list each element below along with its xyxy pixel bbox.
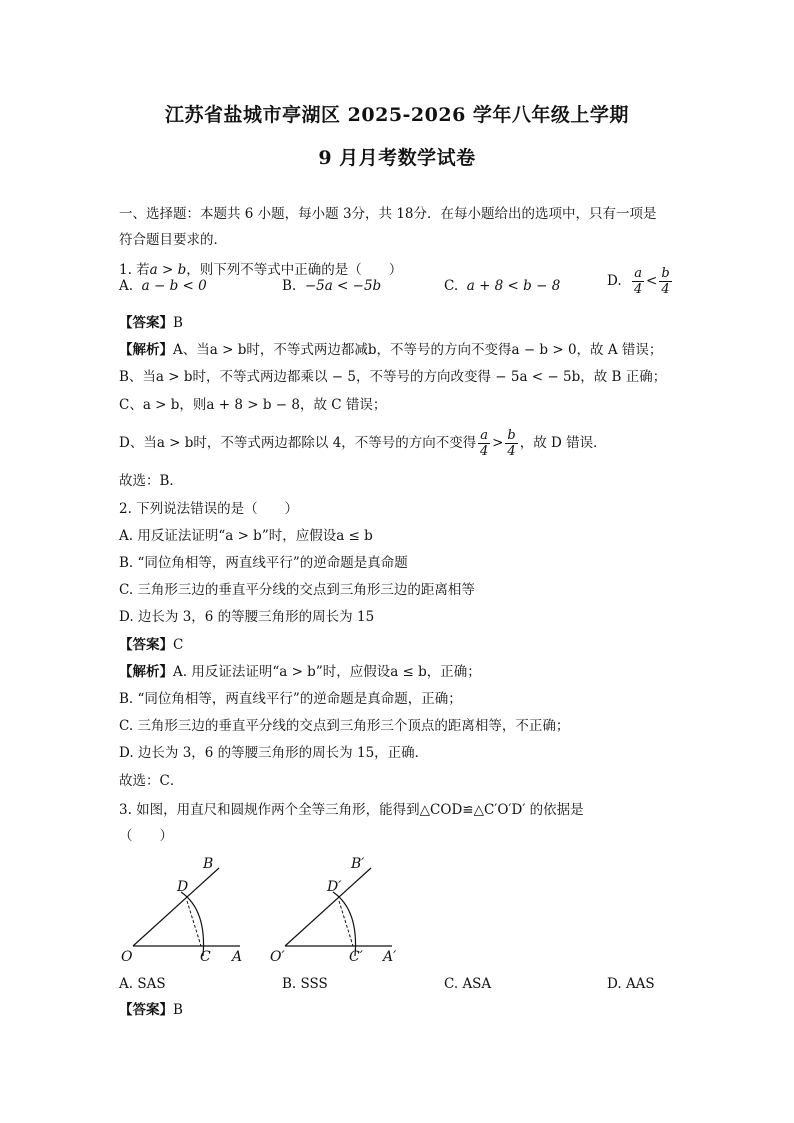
- q1-analysis-d-prefix: D、当a > b时，不等式两边都除以 4，不等号的方向不变得: [119, 435, 477, 451]
- q1-stem-math: a > b: [149, 262, 187, 278]
- frac-numerator: a: [634, 266, 642, 281]
- q2-analysis-tag: 【解析】: [119, 664, 173, 680]
- label-a: A: [232, 949, 243, 965]
- figure-2: [270, 856, 397, 965]
- q3-option-c: [444, 974, 491, 994]
- q1-option-d-frac-right: [659, 266, 671, 297]
- q3-option-d-text: AAS: [625, 976, 655, 992]
- label-b: B: [203, 856, 214, 872]
- q1-analysis-d-suffix: ，故 D 错误．: [519, 435, 607, 451]
- q3-option-b-text: SSS: [300, 976, 328, 992]
- doc-title-line1: 江苏省盐城市亭湖区 2025-2026 学年八年级上学期: [165, 104, 629, 126]
- q1-stem-suffix: ，则下列不等式中正确的是（ ）: [186, 262, 403, 278]
- q1-analysis-a-text: A、当a > b时，不等式两边都减b，不等号的方向不变得a − b > 0，故 A 错误；: [173, 342, 663, 358]
- label-b2: B′: [351, 856, 365, 872]
- frac-numerator: b: [507, 428, 516, 443]
- q2-analysis-b: B. “同位角相等，两直线平行”的逆命题是真命题，正确；: [119, 691, 462, 707]
- q1-option-d-relation: <: [646, 273, 658, 289]
- q2-option-b: B. “同位角相等，两直线平行”的逆命题是真命题: [119, 555, 408, 571]
- frac-denominator: 4: [633, 282, 643, 297]
- q1-analysis-d-relation: >: [492, 435, 504, 451]
- q3-option-b-label: B.: [282, 976, 297, 992]
- q3-option-a-label: A.: [119, 976, 134, 992]
- dashed-segment-cd: [187, 901, 201, 946]
- q1-option-d: [607, 266, 674, 297]
- q2-analysis-d: D. 边长为 3，6 的等腰三角形的周长为 15，正确．: [119, 745, 429, 761]
- q1-analysis-d-frac-right: [505, 428, 517, 459]
- label-o: O: [121, 949, 133, 965]
- label-o2: O′: [270, 949, 285, 965]
- q1-answer-tag: 【答案】: [119, 315, 173, 331]
- q1-analysis-b: B、当a > b时，不等式两边都乘以 − 5，不等号的方向改变得 − 5a < − 5b，故 B 正确；: [119, 369, 667, 385]
- q3-answer-tag: 【答案】: [119, 1002, 173, 1018]
- q1-conclusion: 故选：B．: [119, 473, 183, 489]
- q2-answer-tag: 【答案】: [119, 637, 173, 653]
- q1-stem-prefix: 1. 若: [119, 262, 150, 278]
- q1-option-d-label: D.: [607, 273, 622, 289]
- label-c2: C′: [349, 949, 363, 965]
- q1-option-b-text: −5a < −5b: [304, 278, 382, 294]
- q1-analysis-a: [119, 340, 662, 360]
- q2-option-a: A. 用反证法证明“a > b”时，应假设a ≤ b: [119, 528, 373, 544]
- section-intro-line1: 一、选择题：本题共 6 小题，每小题 3分，共 18分．在每小题给出的选项中，只有一项是: [119, 206, 657, 222]
- frac-numerator: a: [480, 428, 489, 443]
- q1-option-a: [119, 276, 207, 296]
- q1-option-c-label: C.: [444, 278, 459, 294]
- q1-analysis-c: C、a > b，则a + 8 > b − 8，故 C 错误；: [119, 397, 387, 413]
- q2-answer: [119, 635, 183, 655]
- q3-answer-value: B: [173, 1002, 183, 1018]
- q3-option-c-text: ASA: [462, 976, 492, 992]
- q2-analysis-a-text: A. 用反证法证明“a > b”时，应假设a ≤ b，正确；: [173, 664, 481, 680]
- q3-option-d-label: D.: [607, 976, 622, 992]
- ray-ob: [133, 868, 219, 946]
- label-c: C: [200, 949, 211, 965]
- q3-option-c-label: C.: [444, 976, 459, 992]
- q3-stem: 3. 如图，用直尺和圆规作两个全等三角形，能得到△COD≌△C′O′D′ 的依据是: [119, 802, 584, 818]
- doc-title-line2: 9 月月考数学试卷: [318, 147, 476, 169]
- frac-denominator: 4: [661, 282, 670, 297]
- q1-option-b-label: B.: [282, 278, 297, 294]
- frac-numerator: b: [661, 266, 670, 281]
- q3-option-a: [119, 974, 166, 994]
- frac-denominator: 4: [480, 444, 489, 459]
- figure-1: [121, 856, 242, 965]
- frac-denominator: 4: [507, 444, 516, 459]
- q1-option-b: [282, 276, 381, 296]
- q2-analysis-a: [119, 662, 481, 682]
- q3-stem-bracket: （ ）: [119, 828, 173, 844]
- q2-answer-value: C: [173, 637, 184, 653]
- q1-answer: [119, 313, 183, 333]
- q2-option-d: D. 边长为 3，6 的等腰三角形的周长为 15: [119, 609, 375, 625]
- q3-option-a-text: SAS: [137, 976, 166, 992]
- q1-analysis-d-frac-left: [478, 428, 490, 459]
- q1-option-d-frac-left: [632, 266, 644, 297]
- q1-analysis-d: [119, 428, 607, 459]
- label-d: D: [177, 879, 189, 895]
- q1-analysis-tag: 【解析】: [119, 342, 173, 358]
- q3-option-b: [282, 974, 328, 994]
- label-a2: A′: [383, 949, 397, 965]
- q3-option-d: [607, 974, 655, 994]
- q2-conclusion: 故选：C．: [119, 773, 184, 789]
- q2-option-c: C. 三角形三边的垂直平分线的交点到三角形三边的距离相等: [119, 582, 475, 598]
- q1-answer-value: B: [173, 315, 183, 331]
- label-d2: D′: [327, 879, 342, 895]
- q3-answer: [119, 1000, 183, 1020]
- q2-stem: 2. 下列说法错误的是（ ）: [119, 501, 299, 517]
- dashed-segment-c2d2: [339, 901, 353, 946]
- q2-analysis-c: C. 三角形三边的垂直平分线的交点到三角形三个顶点的距离相等，不正确；: [119, 718, 570, 734]
- q1-option-a-label: A.: [119, 278, 134, 294]
- q1-option-c-text: a + 8 < b − 8: [466, 278, 561, 294]
- q1-option-a-text: a − b < 0: [141, 278, 207, 294]
- section-intro-line2: 符合题目要求的．: [119, 232, 227, 248]
- q1-option-c: [444, 276, 560, 296]
- q3-figures: [115, 850, 415, 970]
